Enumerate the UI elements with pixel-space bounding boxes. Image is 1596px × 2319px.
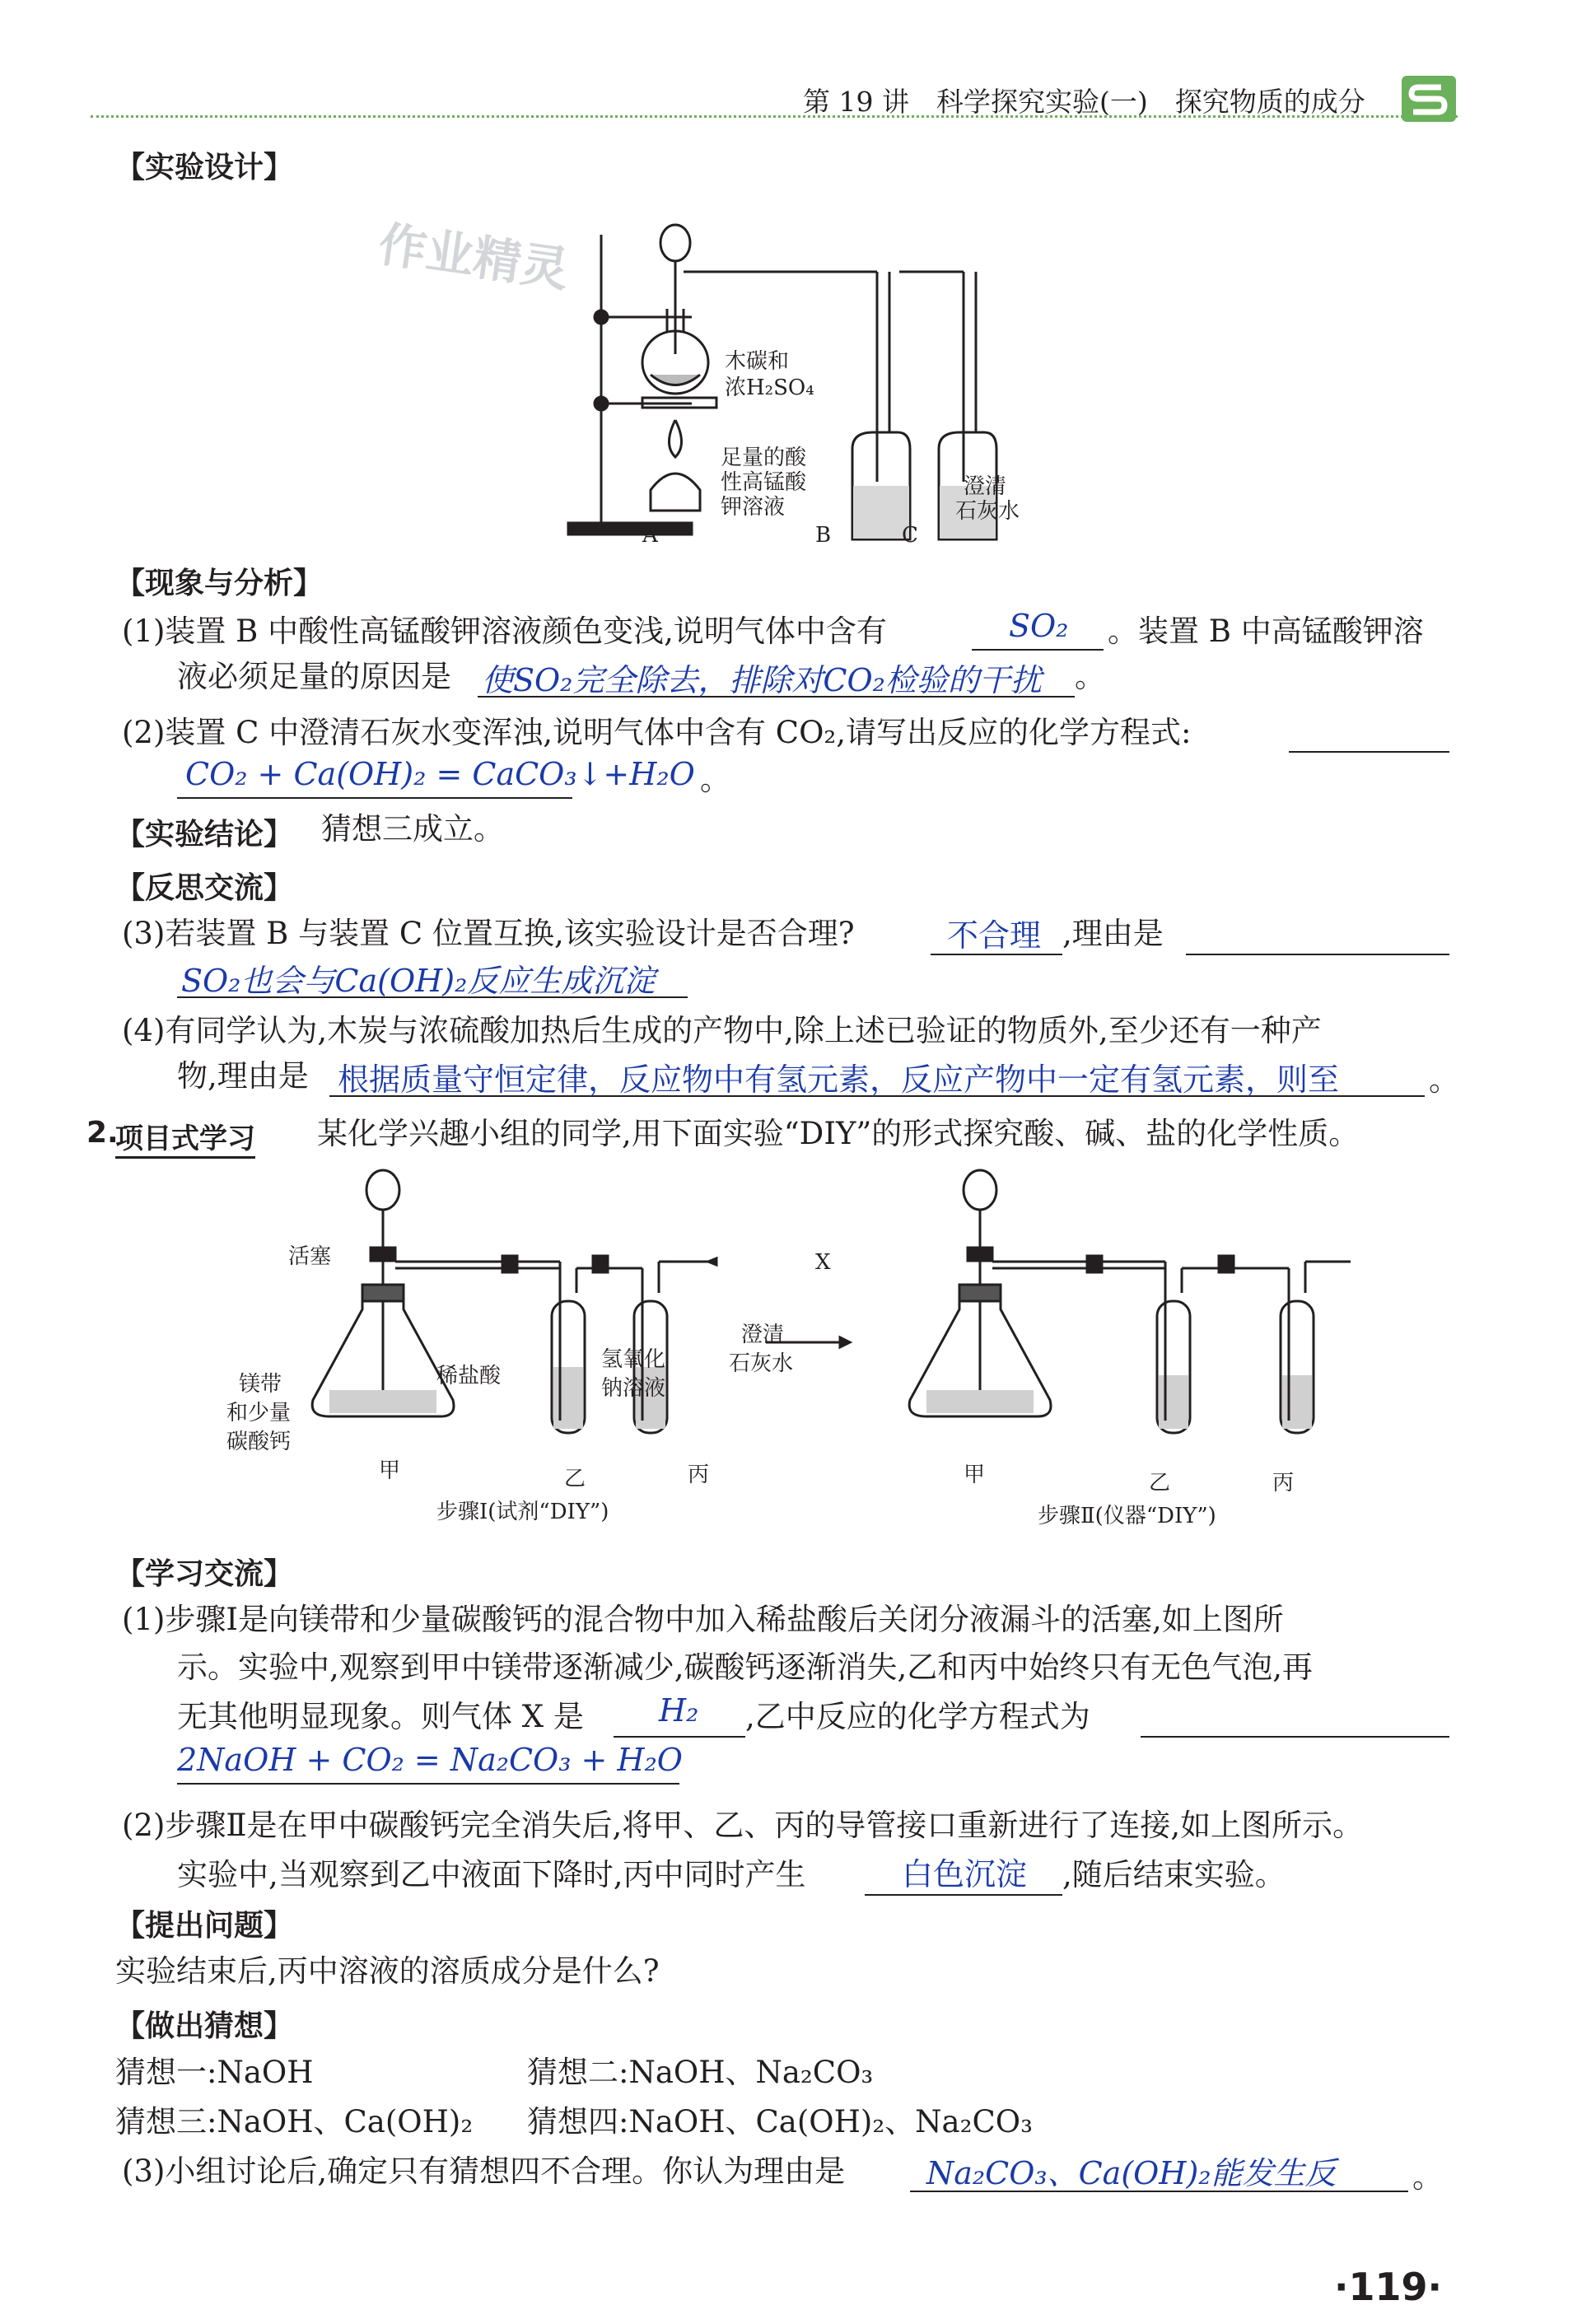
label-charcoal: 木碳和 bbox=[725, 349, 790, 374]
conclusion-text: 猜想三成立。 bbox=[321, 811, 504, 847]
page-header-title: 第 19 讲 科学探究实验(一) 探究物质的成分 bbox=[803, 86, 1365, 118]
label-yi-1: 乙 bbox=[564, 1467, 586, 1491]
q3-line-b: ,理由是 bbox=[1062, 916, 1164, 951]
s1-line-c: 无其他明显现象。则气体 X 是 bbox=[177, 1699, 584, 1734]
section-phenomenon-analysis: 【现象与分析】 bbox=[115, 567, 324, 600]
answer-3-equation: CO₂ + Ca(OH)₂ = CaCO₃↓+H₂O bbox=[185, 756, 695, 792]
page-number: ·119· bbox=[1334, 2265, 1442, 2309]
label-lime-1: 澄清 bbox=[741, 1323, 785, 1347]
label-kmno4-1: 足量的酸 bbox=[721, 446, 807, 470]
q1-line-c: 液必须足量的原因是 bbox=[177, 659, 451, 694]
section-reflection: 【反思交流】 bbox=[115, 871, 294, 905]
label-gas-x: X bbox=[815, 1250, 831, 1275]
apparatus-figure-2 bbox=[231, 1169, 1384, 1466]
label-limewater-1: 澄清 bbox=[964, 474, 1007, 499]
answer-blank-3a bbox=[1289, 751, 1449, 753]
label-jia-2: 甲 bbox=[964, 1463, 986, 1487]
s2-line-a: (2)步骤Ⅱ是在甲中碳酸钙完全消失后,将甲、乙、丙的导管接口重新进行了连接,如上图所示。 bbox=[122, 1808, 1364, 1843]
label-naoh-2: 钠溶液 bbox=[601, 1376, 666, 1401]
label-hcl: 稀盐酸 bbox=[436, 1364, 502, 1388]
s1-line-b: 示。实验中,观察到甲中镁带逐渐减少,碳酸钙逐渐消失,乙和丙中始终只有无色气泡,再 bbox=[177, 1649, 1314, 1685]
label-valve: 活塞 bbox=[288, 1244, 332, 1269]
project-learning-tag: 项目式学习 bbox=[115, 1116, 255, 1159]
guess-1: 猜想一:NaOH bbox=[115, 2055, 314, 2090]
answer-blank-3b bbox=[177, 797, 572, 799]
section-question: 【提出问题】 bbox=[115, 1909, 294, 1943]
label-jia-1: 甲 bbox=[379, 1458, 401, 1483]
section-learning-exchange: 【学习交流】 bbox=[115, 1557, 294, 1591]
caption-step-2: 步骤Ⅱ(仪器“DIY”) bbox=[1038, 1504, 1216, 1528]
answer-1-so2: SO₂ bbox=[1009, 608, 1069, 644]
answer-6-reason: 根据质量守恒定律，反应物中有氢元素，反应产物中一定有氢元素，则至 bbox=[338, 1062, 1340, 1098]
question-2-number: 2. bbox=[86, 1116, 119, 1150]
label-B: B bbox=[815, 523, 832, 548]
label-kmno4-3: 钾溶液 bbox=[721, 495, 786, 520]
section-hypothesis: 【做出猜想】 bbox=[115, 2009, 294, 2043]
s1-line-a: (1)步骤Ⅰ是向镁带和少量碳酸钙的混合物中加入稀盐酸后关闭分液漏斗的活塞,如上图所 bbox=[122, 1602, 1284, 1637]
q1-line-b: 。装置 B 中高锰酸钾溶 bbox=[1108, 614, 1424, 649]
caption-step-1: 步骤Ⅰ(试剂“DIY”) bbox=[436, 1500, 609, 1524]
section2-intro: 某化学兴趣小组的同学,用下面实验“DIY”的形式探究酸、碱、盐的化学性质。 bbox=[317, 1116, 1360, 1151]
guess-4: 猜想四:NaOH、Ca(OH)₂、Na₂CO₃ bbox=[527, 2104, 1033, 2139]
q2-line-a: (2)装置 C 中澄清石灰水变浑浊,说明气体中含有 CO₂,请写出反应的化学方程式: bbox=[122, 715, 1192, 750]
label-mg-3: 碳酸钙 bbox=[226, 1430, 292, 1454]
section-conclusion: 【实验结论】 bbox=[115, 818, 294, 852]
label-limewater-2: 石灰水 bbox=[955, 499, 1020, 524]
answer-4-unreasonable: 不合理 bbox=[947, 917, 1042, 954]
q2-line-b: 。 bbox=[700, 762, 730, 797]
q4-line-b: 物,理由是 bbox=[177, 1058, 309, 1094]
answer-blank-8a bbox=[1141, 1736, 1449, 1738]
q4-line-c: 。 bbox=[1429, 1062, 1459, 1098]
header-divider bbox=[91, 115, 1458, 118]
label-A: A bbox=[642, 523, 658, 548]
label-C: C bbox=[902, 523, 918, 548]
answer-blank-9 bbox=[865, 1894, 1062, 1896]
q4-line-a: (4)有同学认为,木炭与浓硫酸加热后生成的产物中,除上述已验证的物质外,至少还有一种产 bbox=[122, 1013, 1322, 1048]
label-mg-2: 和少量 bbox=[226, 1401, 292, 1425]
s2-line-b: 实验中,当观察到乙中液面下降时,丙中同时产生 bbox=[177, 1857, 806, 1892]
answer-blank-7 bbox=[614, 1736, 745, 1738]
q1-line-a: (1)装置 B 中酸性高锰酸钾溶液颜色变浅,说明气体中含有 bbox=[122, 614, 887, 649]
answer-10-reason: Na₂CO₃、Ca(OH)₂能发生反 bbox=[926, 2155, 1337, 2191]
answer-9-precipitate: 白色沉淀 bbox=[902, 1856, 1028, 1892]
label-lime-2: 石灰水 bbox=[729, 1351, 794, 1376]
label-bing-1: 丙 bbox=[688, 1463, 710, 1487]
label-mg-1: 镁带 bbox=[239, 1372, 282, 1397]
answer-blank-1 bbox=[972, 649, 1104, 651]
s2-line-c: ,随后结束实验。 bbox=[1062, 1857, 1286, 1892]
answer-7-h2: H₂ bbox=[659, 1692, 699, 1729]
watermark: 作业精灵 bbox=[375, 216, 572, 298]
s3-line-b: 。 bbox=[1412, 2159, 1443, 2195]
guess-2: 猜想二:NaOH、Na₂CO₃ bbox=[527, 2055, 874, 2090]
section-experiment-design: 【实验设计】 bbox=[115, 151, 294, 184]
label-bing-2: 丙 bbox=[1272, 1471, 1295, 1495]
question-text: 实验结束后,丙中溶液的溶质成分是什么? bbox=[115, 1953, 660, 1989]
q3-line-a: (3)若装置 B 与装置 C 位置互换,该实验设计是否合理? bbox=[122, 916, 855, 951]
answer-5-reason: SO₂也会与Ca(OH)₂反应生成沉淀 bbox=[181, 963, 656, 999]
guess-3: 猜想三:NaOH、Ca(OH)₂ bbox=[115, 2104, 474, 2139]
q1-line-d: 。 bbox=[1075, 659, 1105, 694]
answer-blank-5a bbox=[1186, 954, 1449, 955]
label-naoh-1: 氢氧化 bbox=[601, 1347, 666, 1372]
answer-blank-8b bbox=[177, 1783, 679, 1785]
label-sulfuric-acid: 浓H₂SO₄ bbox=[725, 376, 814, 400]
answer-2-reason: 使SO₂完全除去，排除对CO₂检验的干扰 bbox=[482, 662, 1042, 698]
s1-line-d: ,乙中反应的化学方程式为 bbox=[745, 1699, 1090, 1734]
s3-line-a: (3)小组讨论后,确定只有猜想四不合理。你认为理由是 bbox=[122, 2153, 846, 2189]
label-kmno4-2: 性高锰酸 bbox=[721, 470, 807, 495]
label-yi-2: 乙 bbox=[1149, 1471, 1171, 1495]
answer-8-equation: 2NaOH + CO₂ = Na₂CO₃ + H₂O bbox=[177, 1742, 683, 1778]
